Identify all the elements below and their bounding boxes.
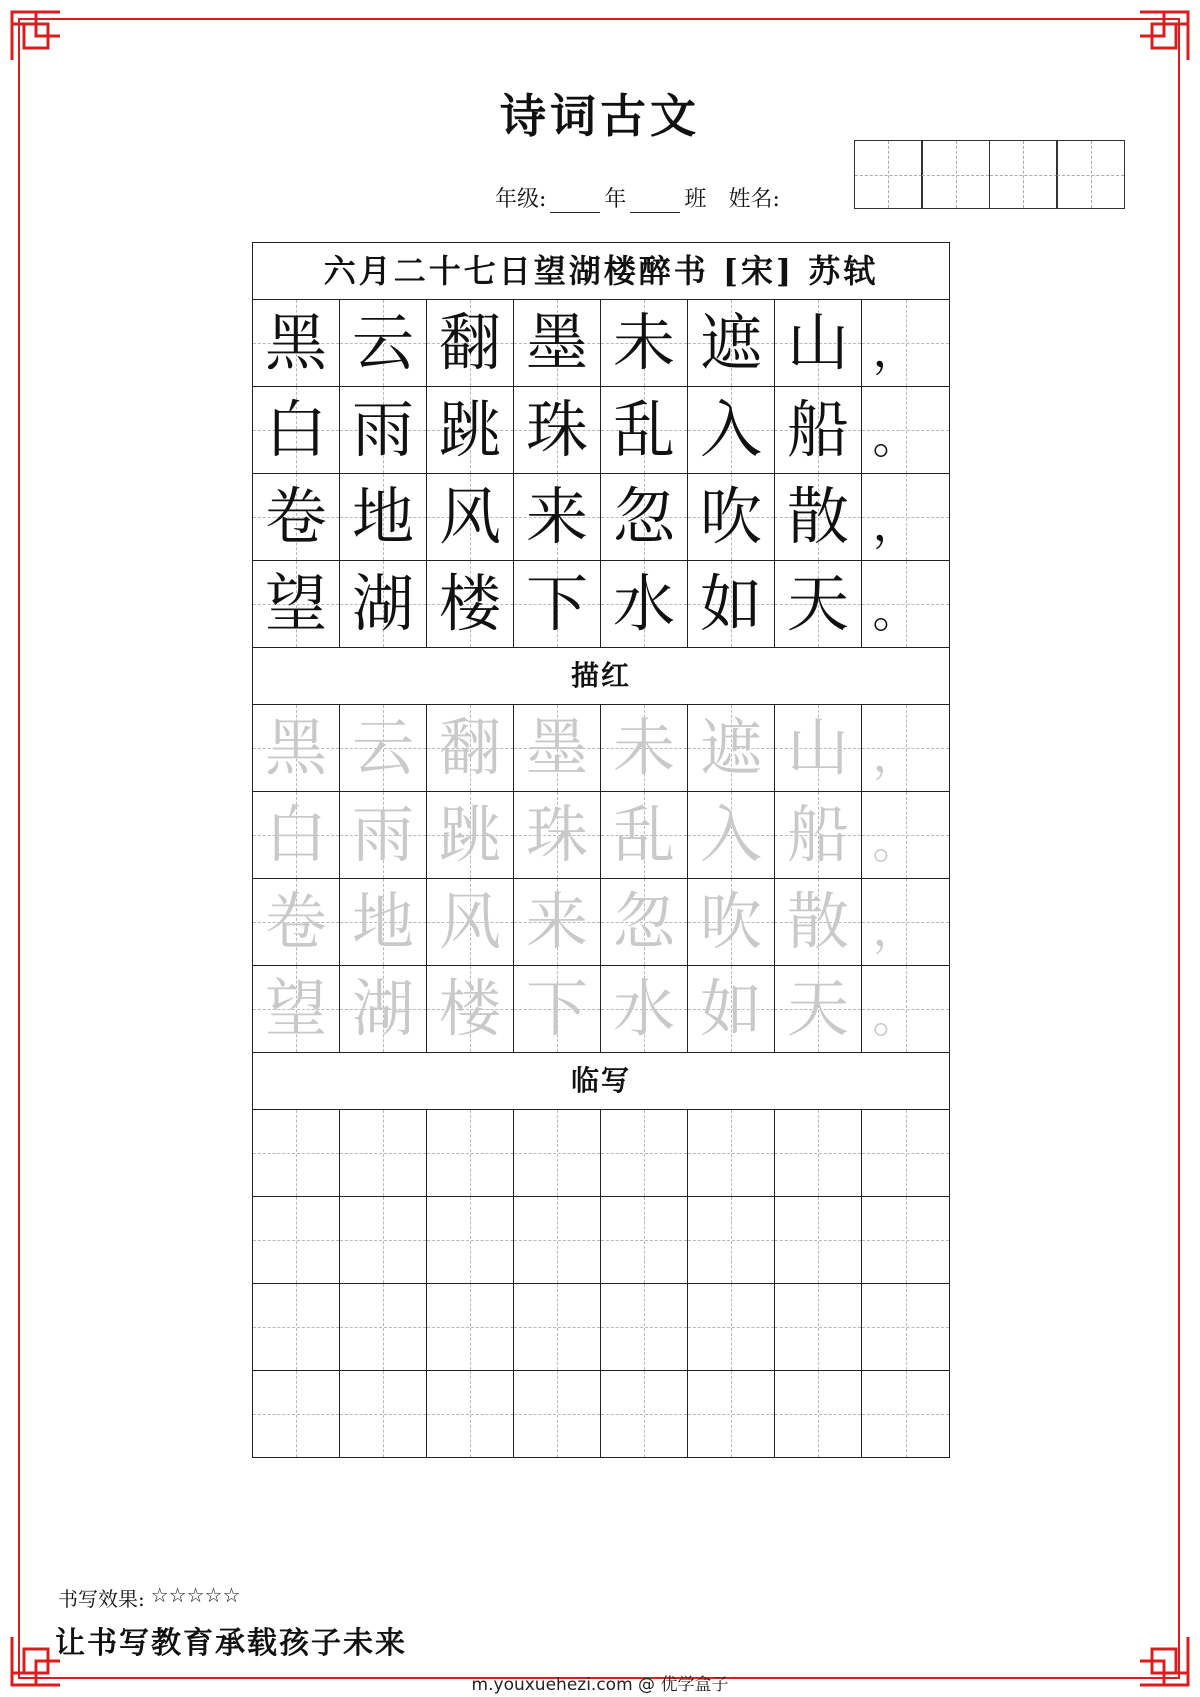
practice-cell[interactable] [688,1110,775,1196]
corner-ornament-icon [10,10,62,62]
character: 楼 [438,567,501,640]
practice-cell[interactable] [862,1197,949,1283]
punctuation: 。 [872,989,919,1043]
practice-row [253,1197,949,1284]
student-info [495,182,780,213]
practice-cell[interactable] [253,1110,340,1196]
character: 雨 [351,798,414,871]
character: 乱 [612,798,675,871]
effect-label: 书写效果: [58,1587,145,1611]
practice-cell[interactable] [775,1284,862,1370]
character-cell [427,561,514,647]
practice-cell[interactable] [601,1110,688,1196]
trace-cell[interactable] [688,792,775,878]
character: 珠 [525,798,588,871]
grade-year-field[interactable] [550,190,600,213]
footer-url: m.youxuehezi.com @ 优学盒子 [471,1675,729,1695]
character: 散 [786,885,849,958]
punctuation: ， [872,902,919,956]
character: 入 [699,798,762,871]
character: 天 [786,567,849,640]
punctuation: ， [872,323,919,377]
character-cell [253,561,340,647]
character-cell [514,561,601,647]
character: 山 [786,306,849,379]
character-cell [340,474,427,560]
character: 望 [264,972,327,1045]
practice-cell[interactable] [775,1197,862,1283]
character: 水 [612,567,675,640]
practice-row [253,1284,949,1371]
trace-cell[interactable] [427,705,514,791]
character: 下 [525,972,588,1045]
trace-cell[interactable] [514,705,601,791]
character: 湖 [351,567,414,640]
character: 卷 [264,885,327,958]
practice-cell[interactable] [427,1197,514,1283]
character: 云 [351,306,414,379]
practice-cell[interactable] [688,1197,775,1283]
character-cell [514,300,601,386]
character: 风 [438,885,501,958]
character-cell [340,561,427,647]
grid-row [253,300,949,387]
trace-cell[interactable] [775,705,862,791]
practice-cell[interactable] [514,1371,601,1457]
trace-cell[interactable] [862,879,949,965]
trace-cell[interactable] [253,879,340,965]
grid-row [253,474,949,561]
character: 入 [699,393,762,466]
character: 湖 [351,972,414,1045]
trace-cell[interactable] [688,705,775,791]
character-cell [253,474,340,560]
writing-effect [58,1583,240,1612]
character: 散 [786,480,849,553]
character-cell [862,474,949,560]
trace-cell[interactable] [862,966,949,1052]
grade-label: 年级: [495,187,547,212]
trace-cell[interactable] [340,966,427,1052]
character: 白 [264,798,327,871]
character-cell [688,300,775,386]
character: 吹 [699,480,762,553]
character: 未 [612,306,675,379]
character: 望 [264,567,327,640]
character: 楼 [438,972,501,1045]
trace-cell[interactable] [514,966,601,1052]
practice-row [253,1371,949,1457]
character-cell [775,474,862,560]
trace-cell[interactable] [775,879,862,965]
character: 遮 [699,711,762,784]
character: 来 [525,480,588,553]
practice-cell[interactable] [688,1284,775,1370]
poem-grid [253,300,949,648]
character-cell [514,387,601,473]
character-cell [427,474,514,560]
practice-row [253,1110,949,1197]
practice-cell[interactable] [340,1371,427,1457]
character: 黑 [264,306,327,379]
practice-cell[interactable] [601,1371,688,1457]
punctuation: ， [872,497,919,551]
character-cell [601,387,688,473]
trace-cell[interactable] [601,792,688,878]
grid-row [253,561,949,648]
character: 山 [786,711,849,784]
worksheet [252,242,950,1458]
practice-cell[interactable] [514,1284,601,1370]
character-cell [775,387,862,473]
punctuation: 。 [872,410,919,464]
trace-grid [253,705,949,1053]
trace-cell[interactable] [514,879,601,965]
copy-section-header: 临写 [253,1053,949,1110]
trace-cell[interactable] [427,879,514,965]
character: 船 [786,393,849,466]
grid-row [253,387,949,474]
character-cell [688,387,775,473]
character: 未 [612,711,675,784]
character: 遮 [699,306,762,379]
character: 如 [699,972,762,1045]
character-cell [775,561,862,647]
character-cell [253,387,340,473]
character: 跳 [438,393,501,466]
trace-cell[interactable] [253,966,340,1052]
character-cell [688,474,775,560]
character: 下 [525,567,588,640]
practice-cell[interactable] [340,1110,427,1196]
practice-cell[interactable] [340,1197,427,1283]
grid-row [253,705,949,792]
trace-cell[interactable] [775,966,862,1052]
trace-section-header: 描红 [253,648,949,705]
practice-cell[interactable] [601,1284,688,1370]
character: 雨 [351,393,414,466]
character: 云 [351,711,414,784]
grid-row [253,879,949,966]
practice-cell[interactable] [862,1371,949,1457]
character-cell [862,300,949,386]
corner-ornament-icon [1138,10,1190,62]
name-box[interactable] [989,140,1058,209]
character: 如 [699,567,762,640]
trace-cell[interactable] [340,792,427,878]
character: 翻 [438,306,501,379]
character: 忽 [612,885,675,958]
footer-slogan: 让书写教育承载孩子未来 [55,1626,407,1661]
character: 跳 [438,798,501,871]
character: 来 [525,885,588,958]
character: 卷 [264,480,327,553]
character-cell [688,561,775,647]
grid-row [253,966,949,1053]
practice-cell[interactable] [862,1110,949,1196]
character: 翻 [438,711,501,784]
trace-cell[interactable] [601,879,688,965]
trace-cell[interactable] [253,705,340,791]
practice-cell[interactable] [514,1197,601,1283]
punctuation: 。 [872,584,919,638]
trace-cell[interactable] [340,705,427,791]
practice-cell[interactable] [427,1371,514,1457]
character-cell [601,561,688,647]
trace-cell[interactable] [688,879,775,965]
character-cell [253,300,340,386]
trace-cell[interactable] [862,792,949,878]
name-box[interactable] [921,140,990,209]
practice-cell[interactable] [340,1284,427,1370]
character-cell [862,387,949,473]
character-cell [601,474,688,560]
trace-cell[interactable] [688,966,775,1052]
character: 墨 [525,711,588,784]
name-box[interactable] [854,140,923,209]
character-cell [427,387,514,473]
copy-grid[interactable] [253,1110,949,1457]
year-suffix: 年 [604,187,627,212]
character-cell [340,387,427,473]
character: 乱 [612,393,675,466]
practice-cell[interactable] [601,1197,688,1283]
trace-cell[interactable] [862,705,949,791]
rating-stars[interactable]: ☆☆☆☆☆ [150,1583,241,1607]
poem-title: 六月二十七日望湖楼醉书 [宋] 苏轼 [253,243,949,300]
trace-cell[interactable] [601,966,688,1052]
name-label: 姓名: [728,187,780,212]
name-box[interactable] [1056,140,1125,209]
trace-cell[interactable] [514,792,601,878]
character: 天 [786,972,849,1045]
page-title: 诗词古文 [500,89,700,143]
character: 珠 [525,393,588,466]
practice-cell[interactable] [688,1371,775,1457]
practice-cell[interactable] [775,1110,862,1196]
character: 地 [351,480,414,553]
punctuation: ， [872,728,919,782]
character: 白 [264,393,327,466]
character-cell [427,300,514,386]
practice-cell[interactable] [253,1284,340,1370]
character-cell [775,300,862,386]
practice-cell[interactable] [253,1371,340,1457]
character: 船 [786,798,849,871]
character-cell [601,300,688,386]
practice-cell[interactable] [427,1284,514,1370]
character-cell [862,561,949,647]
character: 水 [612,972,675,1045]
trace-cell[interactable] [253,792,340,878]
trace-cell[interactable] [427,966,514,1052]
practice-cell[interactable] [775,1371,862,1457]
practice-cell[interactable] [514,1110,601,1196]
class-suffix: 班 [684,187,707,212]
character: 墨 [525,306,588,379]
character-cell [514,474,601,560]
character: 吹 [699,885,762,958]
class-field[interactable] [630,190,680,213]
practice-cell[interactable] [862,1284,949,1370]
character: 忽 [612,480,675,553]
practice-cell[interactable] [427,1110,514,1196]
character: 风 [438,480,501,553]
name-boxes[interactable] [855,140,1125,209]
practice-cell[interactable] [253,1197,340,1283]
trace-cell[interactable] [340,879,427,965]
trace-cell[interactable] [775,792,862,878]
character: 地 [351,885,414,958]
punctuation: 。 [872,815,919,869]
grid-row [253,792,949,879]
character-cell [340,300,427,386]
character: 黑 [264,711,327,784]
trace-cell[interactable] [427,792,514,878]
trace-cell[interactable] [601,705,688,791]
